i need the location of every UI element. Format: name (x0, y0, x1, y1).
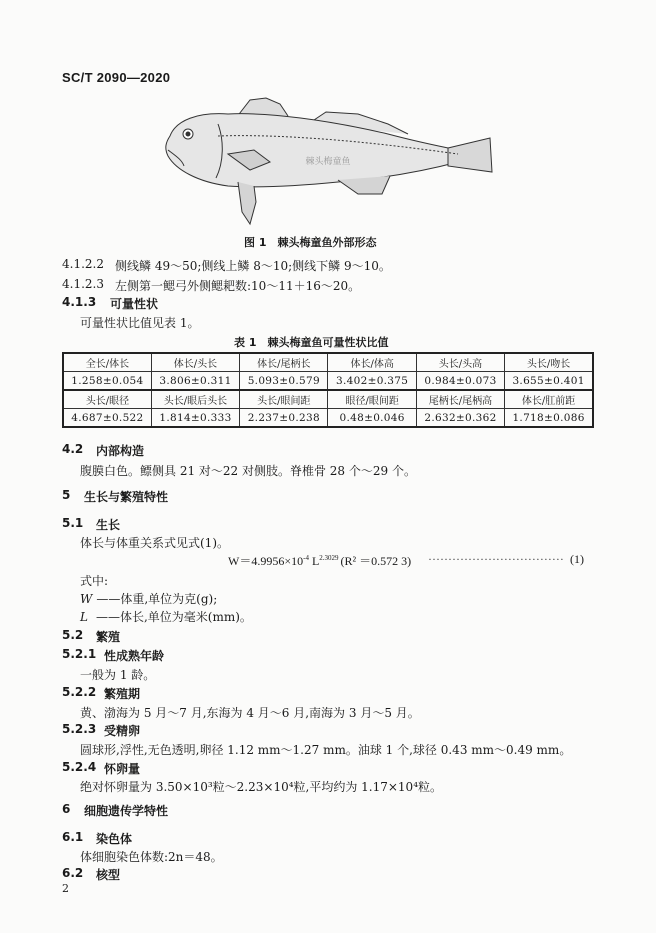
formula-exponent-2: 2.3029 (319, 554, 339, 562)
standard-number: SC/T 2090—2020 (62, 70, 171, 85)
section-6-1-text: 体细胞染色体数:2n＝48。 (80, 850, 223, 864)
section-6-2-num: 6.2 (62, 866, 84, 880)
section-5-1-num: 5.1 (62, 516, 84, 530)
table-header: 头长/吻长 (505, 353, 593, 372)
table-cell: 1.718±0.086 (505, 409, 593, 428)
section-5-2-2-title: 繁殖期 (104, 687, 141, 701)
table-header: 头长/头高 (416, 353, 504, 372)
clause-4-1-2-3-num: 4.1.2.3 (62, 277, 104, 291)
section-5-2-3-text: 圆球形,浮性,无色透明,卵径 1.12 mm～1.27 mm。油球 1 个,球径 0.43 mm～0.49 mm。 (80, 743, 572, 757)
clause-4-1-2-2-text: 侧线鳞 49～50;侧线上鳞 8～10;侧线下鳞 9～10。 (115, 259, 391, 273)
table-header: 体长/头长 (151, 353, 239, 372)
table-cell: 3.806±0.311 (151, 372, 239, 391)
table-cell: 2.632±0.362 (416, 409, 504, 428)
section-5-2-1-text: 一般为 1 龄。 (80, 668, 156, 682)
table-cell: 0.984±0.073 (416, 372, 504, 391)
section-5-2-2-text: 黄、渤海为 5 月～7 月,东海为 4 月～6 月,南海为 3 月～5 月。 (80, 706, 420, 720)
table-cell: 0.48±0.046 (328, 409, 416, 428)
table-cell: 3.655±0.401 (505, 372, 593, 391)
var-w-symbol: W (80, 592, 93, 606)
section-4-2-num: 4.2 (62, 442, 84, 456)
section-5-2-4-text: 绝对怀卵量为 3.50×10³粒～2.23×10⁴粒,平均约为 1.17×10⁴粒。 (80, 780, 443, 794)
var-l-symbol: L (80, 610, 88, 624)
var-l-text: ——体长,单位为毫米(mm)。 (95, 610, 252, 624)
table-cell: 2.237±0.238 (240, 409, 328, 428)
table-header: 体长/尾柄长 (240, 353, 328, 372)
clause-4-1-2-2-num: 4.1.2.2 (62, 257, 104, 271)
table-header: 头长/眼径 (63, 390, 151, 409)
section-5-2-title: 繁殖 (96, 630, 121, 644)
section-5-2-1-title: 性成熟年龄 (104, 649, 165, 663)
section-6-1-title: 染色体 (96, 832, 133, 846)
formula-tail: (R² ＝0.572 3) (340, 554, 412, 568)
fish-label: 棘头梅童鱼 (305, 157, 351, 167)
formula-dots: ·································· (428, 552, 564, 566)
table-header: 全长/体长 (63, 353, 151, 372)
where-label: 式中: (80, 574, 109, 588)
section-5-2-num: 5.2 (62, 628, 84, 642)
section-4-1-3-num: 4.1.3 (62, 295, 97, 309)
table-caption: 表 1 棘头梅童鱼可量性状比值 (234, 336, 389, 349)
measurements-table (62, 352, 594, 428)
section-5-2-3-num: 5.2.3 (62, 722, 97, 736)
var-w-text: ——体重,单位为克(g); (96, 592, 218, 606)
section-5-2-1-num: 5.2.1 (62, 647, 97, 661)
table-cell: 1.258±0.054 (63, 372, 151, 391)
section-5-2-4-title: 怀卵量 (104, 762, 141, 776)
table-header: 眼径/眼间距 (328, 390, 416, 409)
table-header: 头长/眼后头长 (151, 390, 239, 409)
page-number: 2 (62, 882, 69, 895)
section-4-1-3-title: 可量性状 (110, 297, 159, 311)
formula-1 (228, 552, 411, 569)
table-header: 体长/肛前距 (505, 390, 593, 409)
section-5-title: 生长与繁殖特性 (84, 490, 169, 504)
section-4-2-title: 内部构造 (96, 444, 145, 458)
section-6-1-num: 6.1 (62, 830, 84, 844)
table-header: 体长/体高 (328, 353, 416, 372)
section-4-2-text: 腹膜白色。鳔侧具 21 对～22 对侧肢。脊椎骨 28 个～29 个。 (80, 464, 416, 478)
fish-illustration (158, 90, 498, 230)
formula-main: W＝4.9956×10 (228, 554, 304, 568)
table-header: 头长/眼间距 (240, 390, 328, 409)
section-5-num: 5 (62, 488, 71, 502)
section-6-title: 细胞遗传学特性 (84, 804, 169, 818)
table-cell: 5.093±0.579 (240, 372, 328, 391)
table-cell: 1.814±0.333 (151, 409, 239, 428)
var-l (80, 608, 252, 625)
section-5-1-text: 体长与体重关系式见式(1)。 (80, 536, 229, 550)
section-6-num: 6 (62, 802, 71, 816)
section-4-1-3-text: 可量性状比值见表 1。 (80, 316, 200, 330)
section-5-2-2-num: 5.2.2 (62, 685, 97, 699)
formula-L: L (308, 554, 320, 568)
formula-number: (1) (570, 552, 584, 566)
section-6-2-title: 核型 (96, 868, 121, 882)
formula-exponent-1: -4 (303, 554, 309, 562)
table-header: 尾柄长/尾柄高 (416, 390, 504, 409)
figure-caption: 图 1 棘头梅童鱼外部形态 (244, 236, 377, 249)
section-5-1-title: 生长 (96, 518, 121, 532)
section-5-2-3-title: 受精卵 (104, 724, 141, 738)
var-w (80, 590, 217, 607)
table-cell: 3.402±0.375 (328, 372, 416, 391)
clause-4-1-2-3-text: 左侧第一鳃弓外侧鳃耙数:10～11＋16～20。 (115, 279, 361, 293)
table-cell: 4.687±0.522 (63, 409, 151, 428)
section-5-2-4-num: 5.2.4 (62, 760, 97, 774)
